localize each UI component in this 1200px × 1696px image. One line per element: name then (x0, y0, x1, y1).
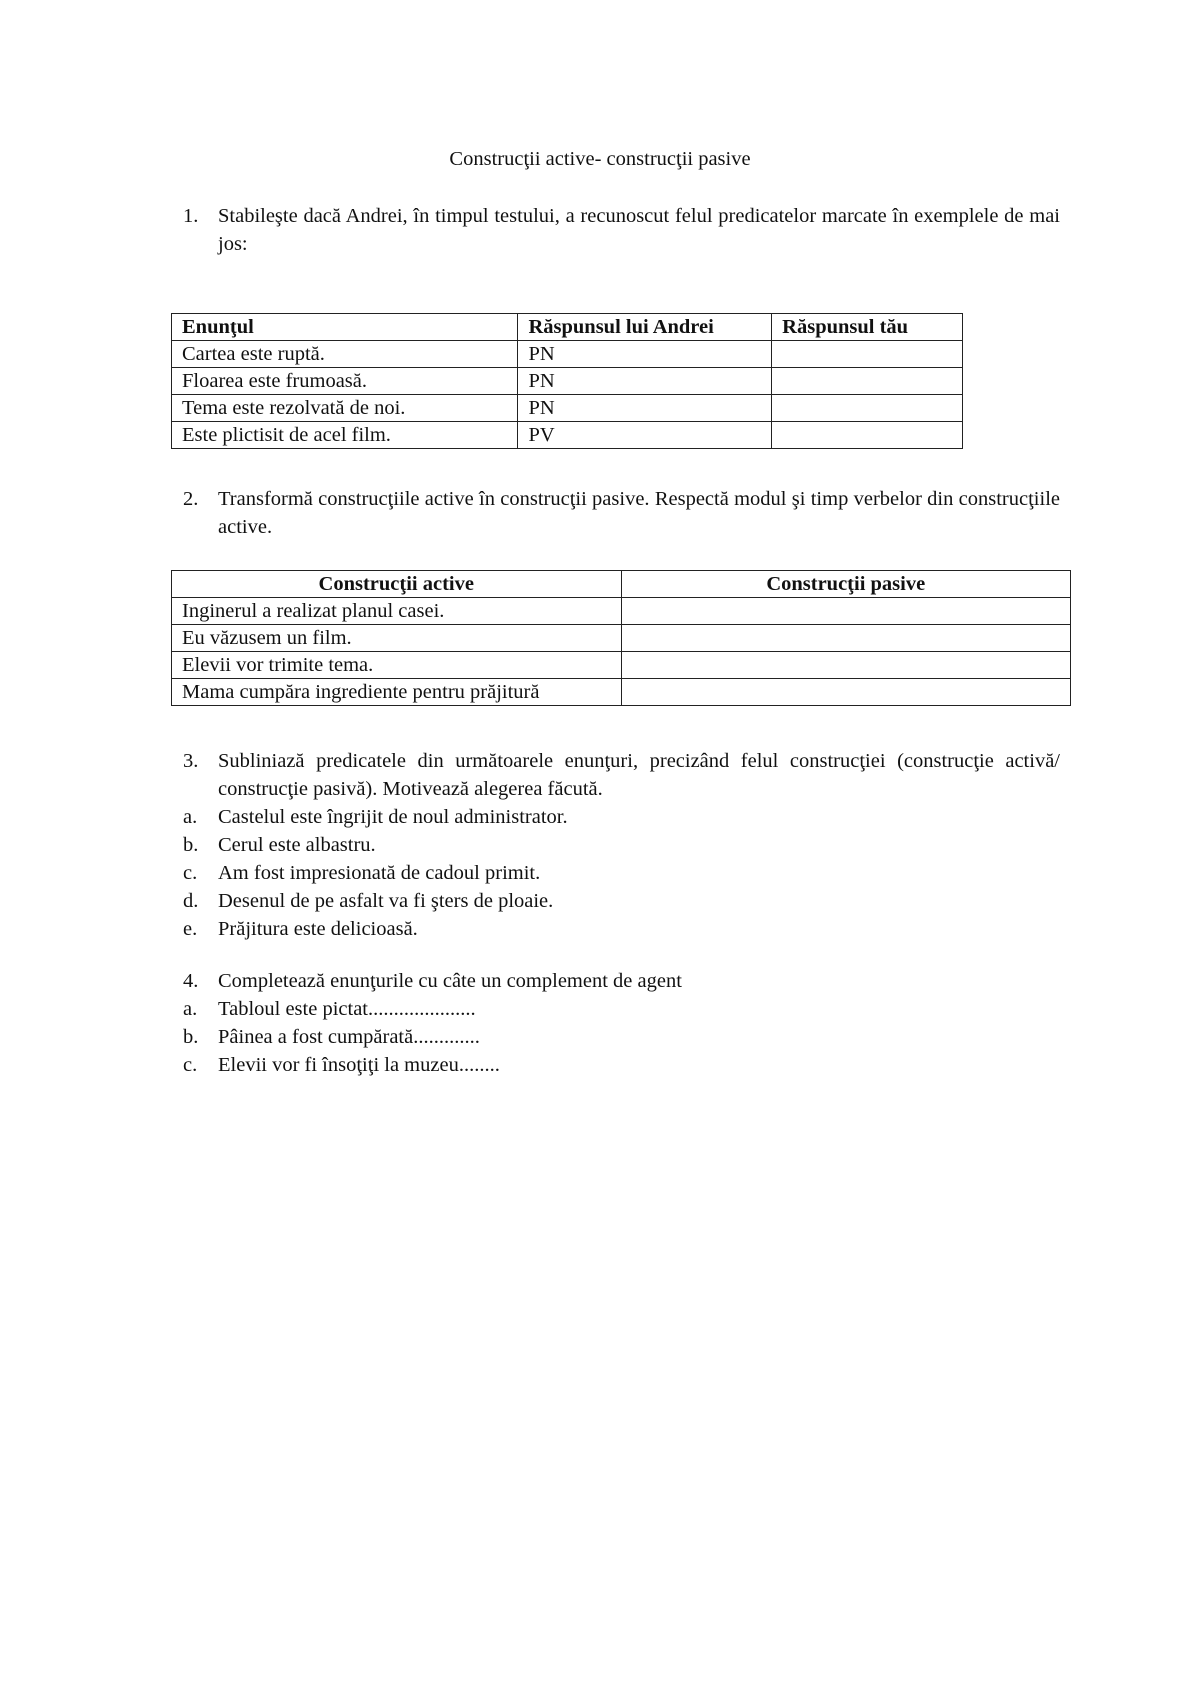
table-cell: Mama cumpăra ingrediente pentru prăjitură (172, 679, 622, 706)
column-header-raspuns-andrei: Răspunsul lui Andrei (518, 314, 772, 341)
list-item-text: Desenul de pe asfalt va fi şters de ploaie. (218, 890, 554, 912)
table-cell: Tema este rezolvată de noi. (172, 395, 518, 422)
column-header-raspunsul-tau: Răspunsul tău (772, 314, 963, 341)
table-row (172, 625, 1071, 652)
exercise-4-number: 4. (183, 970, 199, 992)
table-cell: Elevii vor trimite tema. (172, 652, 622, 679)
exercise-1 (170, 202, 1060, 258)
list-item-text: Cerul este albastru. (218, 834, 376, 856)
table-cell: PV (518, 422, 772, 449)
exercise-3-number: 3. (183, 750, 199, 772)
list-item-letter: c. (183, 862, 198, 884)
answer-cell[interactable] (621, 625, 1071, 652)
answer-cell[interactable] (621, 679, 1071, 706)
list-item-letter: b. (183, 1026, 199, 1048)
table-row (172, 679, 1071, 706)
table-row (172, 368, 963, 395)
exercise-1-number: 1. (183, 205, 199, 227)
list-item-text: Prăjitura este delicioasă. (218, 918, 418, 940)
exercise-3 (170, 747, 1060, 943)
exercise-4-instruction (170, 967, 1060, 995)
column-header-passive: Construcţii pasive (621, 571, 1071, 598)
list-item-letter: b. (183, 834, 199, 856)
list-item-letter: c. (183, 1054, 198, 1076)
column-header-enuntul: Enunţul (172, 314, 518, 341)
exercise-4 (170, 967, 1060, 1079)
transformation-table (171, 570, 1071, 706)
exercise-3-text: Subliniază predicatele din următoarele enunţuri, precizând felul construcţiei (construcţie activă/ construcţie pasivă). Motivează alegerea făcută. (218, 750, 1060, 800)
list-item-text: Castelul este îngrijit de noul administrator. (218, 806, 568, 828)
list-item (170, 831, 1060, 859)
table-header-row (172, 314, 963, 341)
list-item-text: Am fost impresionată de cadoul primit. (218, 862, 541, 884)
exercise-2-number: 2. (183, 488, 199, 510)
list-item (170, 1051, 1060, 1079)
answer-cell[interactable] (621, 652, 1071, 679)
table-cell: Floarea este frumoasă. (172, 368, 518, 395)
table-cell: Eu văzusem un film. (172, 625, 622, 652)
table-row (172, 422, 963, 449)
table-row (172, 341, 963, 368)
exercise-1-instruction (170, 202, 1060, 258)
answer-cell[interactable] (772, 395, 963, 422)
table-cell: Inginerul a realizat planul casei. (172, 598, 622, 625)
exercise-2-text: Transformă construcţiile active în construcţii pasive. Respectă modul şi timp verbelor din construcţiile active. (218, 488, 1060, 538)
list-item-text: Elevii vor fi însoţiţi la muzeu........ (218, 1054, 500, 1076)
list-item-letter: e. (183, 918, 198, 940)
table-header-row (172, 571, 1071, 598)
list-item-letter: d. (183, 890, 199, 912)
answer-cell[interactable] (621, 598, 1071, 625)
table-row (172, 652, 1071, 679)
list-item (170, 1023, 1060, 1051)
table-row (172, 598, 1071, 625)
table-cell: Este plictisit de acel film. (172, 422, 518, 449)
list-item-text: Tabloul este pictat..................... (218, 998, 476, 1020)
list-item (170, 887, 1060, 915)
list-item (170, 995, 1060, 1023)
table-cell: PN (518, 341, 772, 368)
answer-cell[interactable] (772, 341, 963, 368)
list-item (170, 859, 1060, 887)
exercise-1-text: Stabileşte dacă Andrei, în timpul testului, a recunoscut felul predicatelor marcate în exemplele de mai jos: (218, 205, 1060, 255)
list-item (170, 803, 1060, 831)
predicate-table (171, 313, 963, 449)
list-item-letter: a. (183, 806, 198, 828)
exercise-2 (170, 485, 1060, 541)
list-item (170, 915, 1060, 943)
exercise-3-instruction (170, 747, 1060, 803)
answer-cell[interactable] (772, 422, 963, 449)
list-item-text: Pâinea a fost cumpărată............. (218, 1026, 480, 1048)
table-cell: PN (518, 368, 772, 395)
table-cell: PN (518, 395, 772, 422)
page-title: Construcţii active- construcţii pasive (449, 148, 751, 170)
table-row (172, 395, 963, 422)
exercise-2-instruction (170, 485, 1060, 541)
answer-cell[interactable] (772, 368, 963, 395)
column-header-active: Construcţii active (172, 571, 622, 598)
table-cell: Cartea este ruptă. (172, 341, 518, 368)
list-item-letter: a. (183, 998, 198, 1020)
exercise-4-text: Completează enunţurile cu câte un complement de agent (218, 970, 682, 992)
